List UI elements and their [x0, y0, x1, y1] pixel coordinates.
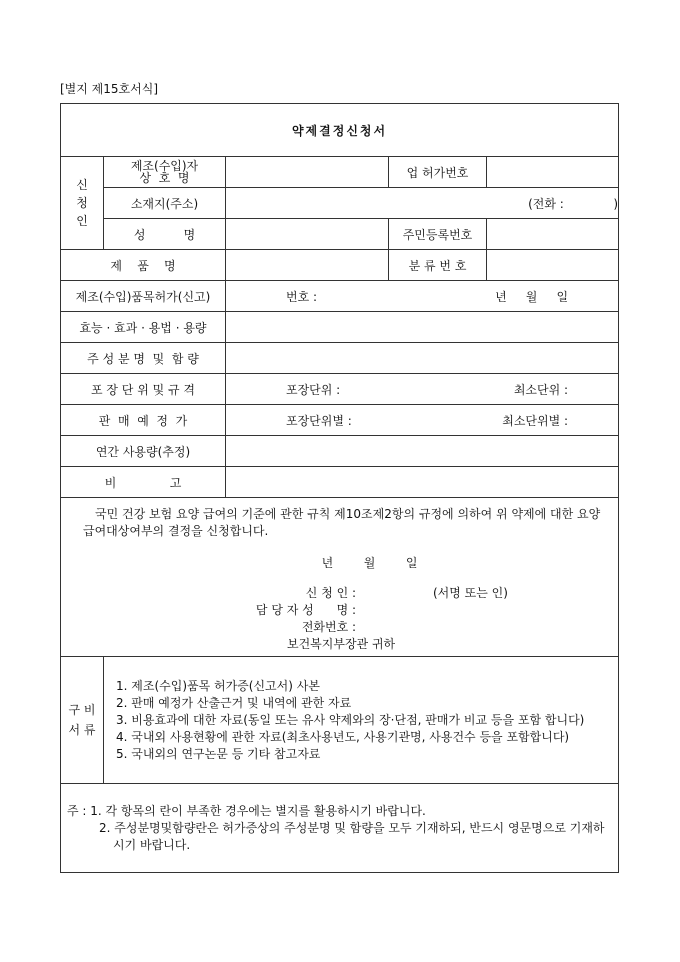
- annual-usage-label: 연간 사용량(추정): [61, 436, 226, 467]
- required-doc-item: 5. 국내외의 연구논문 등 기타 참고자료: [116, 746, 321, 761]
- address-label: 소재지(주소): [104, 188, 226, 219]
- packaging-unit-label: 포장단위 :: [286, 382, 341, 397]
- remarks-label: 비 고: [61, 467, 226, 498]
- name-label: 성 명: [104, 219, 226, 250]
- permit-number-label: 번호 :: [286, 289, 318, 304]
- note-item: 2. 주성분명및함량란은 허가증상의 주성분명 및 함량을 모두 기재하되, 반드시 영문명으로 기재하시기 바랍니다.: [99, 820, 605, 852]
- packaging-label: 포 장 단 위 및 규 격: [61, 374, 226, 405]
- declaration: [61, 498, 619, 657]
- sign-or-seal-label: (서명 또는 인): [433, 586, 508, 600]
- resident-id-label: 주민등록번호: [389, 219, 487, 250]
- required-doc-item: 2. 판매 예정가 산출근거 및 내역에 관한 자료: [116, 695, 352, 710]
- min-unit-label: 최소단위 :: [513, 382, 569, 397]
- efficacy-field[interactable]: [226, 312, 619, 343]
- product-name-field[interactable]: [226, 250, 389, 281]
- name-field[interactable]: [226, 219, 389, 250]
- declaration-text: 국민 건강 보험 요양 급여의 기준에 관한 규칙 제10조제2항의 규정에 의하여 위 약제에 대한 요양급여대상여부의 결정을 신청합니다.: [83, 507, 601, 538]
- price-label: 판 매 예 정 가: [61, 405, 226, 436]
- permit-field[interactable]: [226, 281, 619, 312]
- declaration-date: 년 월 일: [321, 556, 418, 570]
- required-doc-item: 3. 비용효과에 대한 자료(동일 또는 유사 약제와의 장·단점, 판매가 비교 등을 포함 합니다): [116, 712, 585, 727]
- applicant-group-label: 신 청 인: [61, 157, 104, 250]
- ingredients-label: 주 성 분 명 및 함 량: [61, 343, 226, 374]
- phone-number-label: 전화번호 :: [301, 620, 357, 634]
- classification-field[interactable]: [487, 250, 619, 281]
- manager-name-label: 담 당 자 성 명 :: [255, 603, 357, 617]
- note-item: 주 : 1. 각 항목의 란이 부족한 경우에는 별지를 활용하시기 바랍니다.: [67, 803, 426, 818]
- applicant-sign-label: 신 청 인 :: [305, 586, 357, 600]
- required-docs-list: [104, 657, 619, 784]
- drug-decision-application-form: [60, 103, 619, 873]
- license-number-label: 업 허가번호: [389, 157, 487, 188]
- required-docs-label: 구 비 서 류: [61, 657, 104, 784]
- price-per-min-label: 최소단위별 :: [502, 413, 569, 428]
- packaging-field[interactable]: [226, 374, 619, 405]
- price-field[interactable]: [226, 405, 619, 436]
- required-doc-item: 4. 국내외 사용현황에 관한 자료(최초사용년도, 사용기관명, 사용건수 등을 포함합니다): [116, 729, 570, 744]
- notes: [61, 784, 619, 873]
- recipient: 보건복지부장관 귀하: [287, 637, 396, 651]
- resident-id-field[interactable]: [487, 219, 619, 250]
- license-number-field[interactable]: [487, 157, 619, 188]
- ingredients-field[interactable]: [226, 343, 619, 374]
- permit-label: 제조(수입)품목허가(신고): [61, 281, 226, 312]
- form-title: 약제결정신청서: [61, 104, 619, 157]
- address-field[interactable]: [226, 188, 619, 219]
- required-doc-item: 1. 제조(수입)품목 허가증(신고서) 사본: [116, 678, 320, 693]
- phone-label: (전화 : ): [528, 196, 619, 211]
- annual-usage-field[interactable]: [226, 436, 619, 467]
- price-per-pack-label: 포장단위별 :: [286, 413, 352, 428]
- remarks-field[interactable]: [226, 467, 619, 498]
- efficacy-label: 효능 · 효과 · 용법 · 용량: [61, 312, 226, 343]
- company-name-field[interactable]: [226, 157, 389, 188]
- company-name-label: 제조(수입)자 상 호 명: [104, 157, 226, 188]
- product-name-label: 제 품 명: [61, 250, 226, 281]
- form-number: [별지 제15호서식]: [60, 82, 158, 96]
- permit-date-label: 년 월 일: [495, 289, 569, 304]
- classification-label: 분 류 번 호: [389, 250, 487, 281]
